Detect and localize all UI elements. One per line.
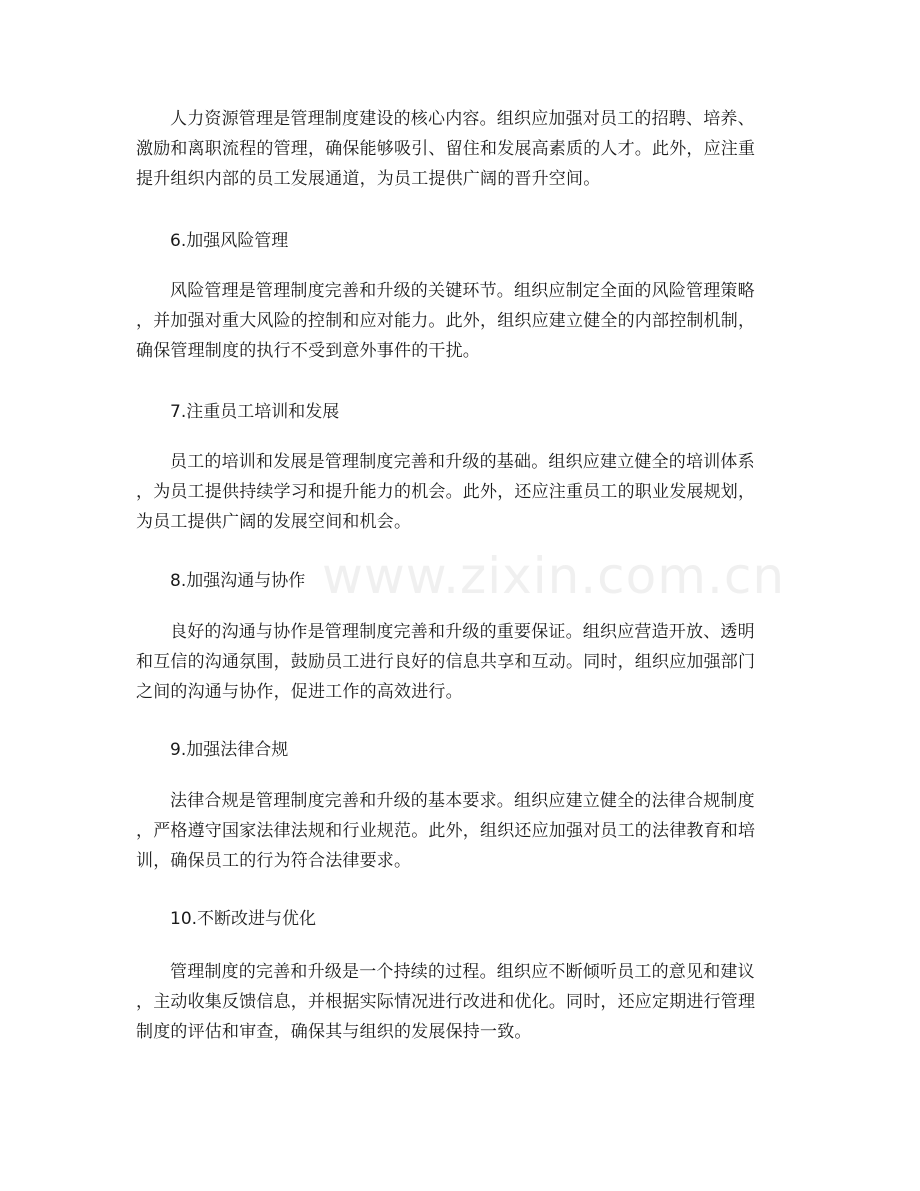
paragraph-line: 激励和离职流程的管理，确保能够吸引、留住和发展高素质的人才。此外，应注重 (136, 139, 756, 159)
paragraph-line: 为员工提供广阔的发展空间和机会。 (136, 512, 412, 532)
paragraph-line: 和互信的沟通氛围，鼓励员工进行良好的信息共享和互动。同时，组织应加强部门 (136, 652, 756, 672)
paragraph-line: 法律合规是管理制度完善和升级的基本要求。组织应建立健全的法律合规制度 (170, 791, 755, 811)
paragraph-line: 风险管理是管理制度完善和升级的关键环节。组织应制定全面的风险管理策略 (170, 281, 755, 301)
section-paragraph (136, 447, 791, 537)
watermark: www.zixin.com.cn (322, 547, 786, 605)
section-heading: 10.不断改进与优化 (170, 909, 317, 929)
intro-paragraph (136, 104, 791, 194)
paragraph-line: ，为员工提供持续学习和提升能力的机会。此外，还应注重员工的职业发展规划， (136, 482, 756, 502)
paragraph-line: 提升组织内部的员工发展通道，为员工提供广阔的晋升空间。 (136, 169, 601, 189)
section-paragraph (136, 617, 791, 707)
section-paragraph (136, 957, 791, 1047)
paragraph-line: ，主动收集反馈信息，并根据实际情况进行改进和优化。同时，还应定期进行管理 (136, 992, 756, 1012)
paragraph-line: 良好的沟通与协作是管理制度完善和升级的重要保证。组织应营造开放、透明 (170, 622, 755, 642)
section-heading: 9.加强法律合规 (170, 740, 289, 760)
paragraph-line: 之间的沟通与协作，促进工作的高效进行。 (136, 682, 463, 702)
paragraph-line: ，严格遵守国家法律法规和行业规范。此外，组织还应加强对员工的法律教育和培 (136, 821, 756, 841)
section-heading: 7.注重员工培训和发展 (170, 402, 340, 422)
paragraph-line: 人力资源管理是管理制度建设的核心内容。组织应加强对员工的招聘、培养、 (170, 109, 755, 129)
section-heading: 6.加强风险管理 (170, 231, 289, 251)
paragraph-line: ，并加强对重大风险的控制和应对能力。此外，组织应建立健全的内部控制机制， (136, 311, 756, 331)
paragraph-line: 确保管理制度的执行不受到意外事件的干扰。 (136, 341, 480, 361)
section-paragraph (136, 276, 791, 366)
paragraph-line: 训，确保员工的行为符合法律要求。 (136, 851, 412, 871)
section-heading: 8.加强沟通与协作 (170, 571, 306, 591)
section-paragraph (136, 786, 791, 876)
paragraph-line: 制度的评估和审查，确保其与组织的发展保持一致。 (136, 1022, 532, 1042)
paragraph-line: 管理制度的完善和升级是一个持续的过程。组织应不断倾听员工的意见和建议 (170, 962, 755, 982)
paragraph-line: 员工的培训和发展是管理制度完善和升级的基础。组织应建立健全的培训体系 (170, 452, 755, 472)
